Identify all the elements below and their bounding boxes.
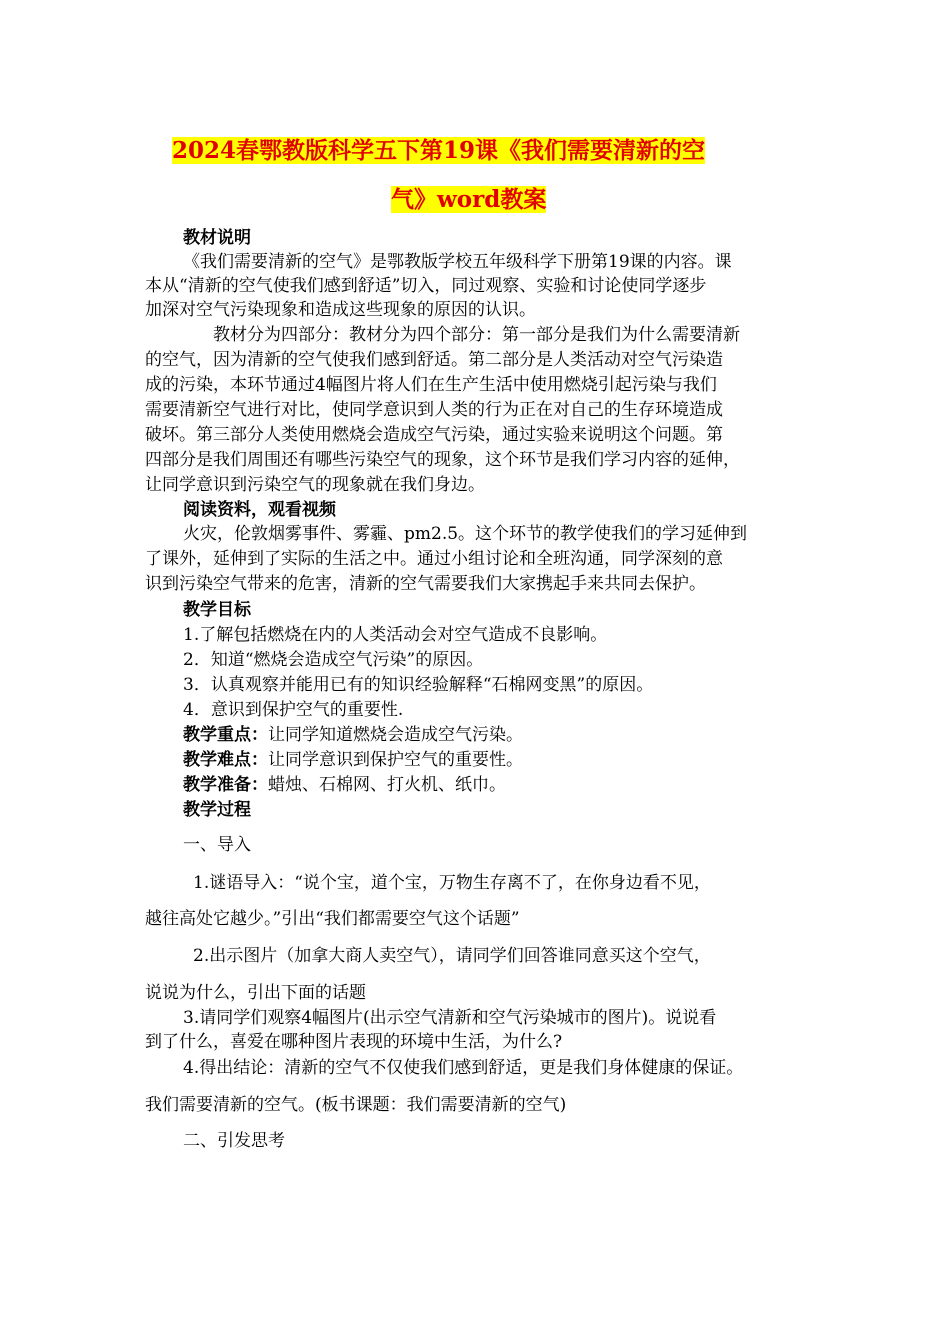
step-line: 3.请同学们观察4幅图片(出示空气清新和空气污染城市的图片)。说说看 bbox=[183, 1008, 717, 1028]
focus-label: 教学重点： bbox=[183, 725, 268, 745]
goal-item: 1.了解包括燃烧在内的人类活动会对空气造成不良影响。 bbox=[183, 625, 608, 645]
goal-item: 4．意识到保护空气的重要性. bbox=[183, 700, 404, 720]
document-title-line-1 bbox=[172, 136, 705, 166]
paragraph-line: 让同学意识到污染空气的现象就在我们身边。 bbox=[145, 475, 485, 495]
paragraph-line: 破坏。第三部分人类使用燃烧会造成空气污染，通过实验来说明这个问题。第 bbox=[145, 425, 723, 445]
title-highlight-2: 气》word教案 bbox=[391, 186, 547, 213]
paragraph-line: 需要清新空气进行对比，使同学意识到人类的行为正在对自己的生存环境造成 bbox=[145, 400, 723, 420]
heading-reading-materials: 阅读资料，观看视频 bbox=[183, 500, 336, 520]
paragraph-line: 加深对空气污染现象和造成这些现象的原因的认识。 bbox=[145, 300, 536, 320]
focus-text: 让同学知道燃烧会造成空气污染。 bbox=[268, 725, 523, 745]
paragraph-line: 《我们需要清新的空气》是鄂教版学校五年级科学下册第19课的内容。课 bbox=[183, 252, 732, 272]
step-line: 1.谜语导入：“说个宝，道个宝，万物生存离不了，在你身边看不见， bbox=[193, 873, 711, 893]
step-line: 2.出示图片（加拿大商人卖空气），请同学们回答谁同意买这个空气， bbox=[193, 946, 711, 966]
heading-textbook-description: 教材说明 bbox=[183, 228, 251, 248]
heading-teaching-goals: 教学目标 bbox=[183, 600, 251, 620]
difficulty-text: 让同学意识到保护空气的重要性。 bbox=[268, 750, 523, 770]
step-line: 越往高处它越少。”引出“我们都需要空气这个话题” bbox=[145, 909, 520, 929]
document-title-line-2 bbox=[391, 185, 546, 215]
step-line: 4.得出结论：清新的空气不仅使我们感到舒适，更是我们身体健康的保证。 bbox=[183, 1058, 744, 1078]
prep-label: 教学准备： bbox=[183, 775, 268, 795]
paragraph-line: 教材分为四部分：教材分为四个部分：第一部分是我们为什么需要清新 bbox=[213, 325, 740, 345]
paragraph-line: 本从“清新的空气使我们感到舒适”切入，同过观察、实验和讨论使同学逐步 bbox=[145, 276, 707, 296]
section-introduction: 一、导入 bbox=[183, 835, 251, 855]
paragraph-line: 识到污染空气带来的危害，清新的空气需要我们大家携起手来共同去保护。 bbox=[145, 574, 706, 594]
paragraph-line: 了课外，延伸到了实际的生活之中。通过小组讨论和全班沟通，同学深刻的意 bbox=[145, 549, 723, 569]
paragraph-line: 成的污染，本环节通过4幅图片将人们在生产生活中使用燃烧引起污染与我们 bbox=[145, 375, 717, 395]
teaching-preparation bbox=[183, 774, 506, 796]
difficulty-label: 教学难点： bbox=[183, 750, 268, 770]
paragraph-line: 四部分是我们周围还有哪些污染空气的现象，这个环节是我们学习内容的延伸， bbox=[145, 450, 740, 470]
prep-text: 蜡烛、石棉网、打火机、纸巾。 bbox=[268, 775, 506, 795]
step-line: 到了什么，喜爱在哪种图片表现的环境中生活，为什么? bbox=[145, 1032, 563, 1052]
teaching-focus bbox=[183, 724, 523, 746]
paragraph-line: 的空气，因为清新的空气使我们感到舒适。第二部分是人类活动对空气污染造 bbox=[145, 350, 723, 370]
section-raise-thinking: 二、引发思考 bbox=[183, 1131, 285, 1151]
step-line: 说说为什么，引出下面的话题 bbox=[145, 983, 366, 1003]
goal-item: 3．认真观察并能用已有的知识经验解释“石棉网变黑”的原因。 bbox=[183, 675, 654, 695]
goal-item: 2．知道“燃烧会造成空气污染”的原因。 bbox=[183, 650, 484, 670]
teaching-difficulty bbox=[183, 749, 523, 771]
step-line: 我们需要清新的空气。(板书课题：我们需要清新的空气) bbox=[145, 1095, 567, 1115]
title-highlight-1: 2024春鄂教版科学五下第19课《我们需要清新的空 bbox=[172, 137, 706, 164]
paragraph-line: 火灾，伦敦烟雾事件、雾霾、pm2.5。这个环节的教学使我们的学习延伸到 bbox=[183, 524, 748, 544]
heading-teaching-process: 教学过程 bbox=[183, 800, 251, 820]
